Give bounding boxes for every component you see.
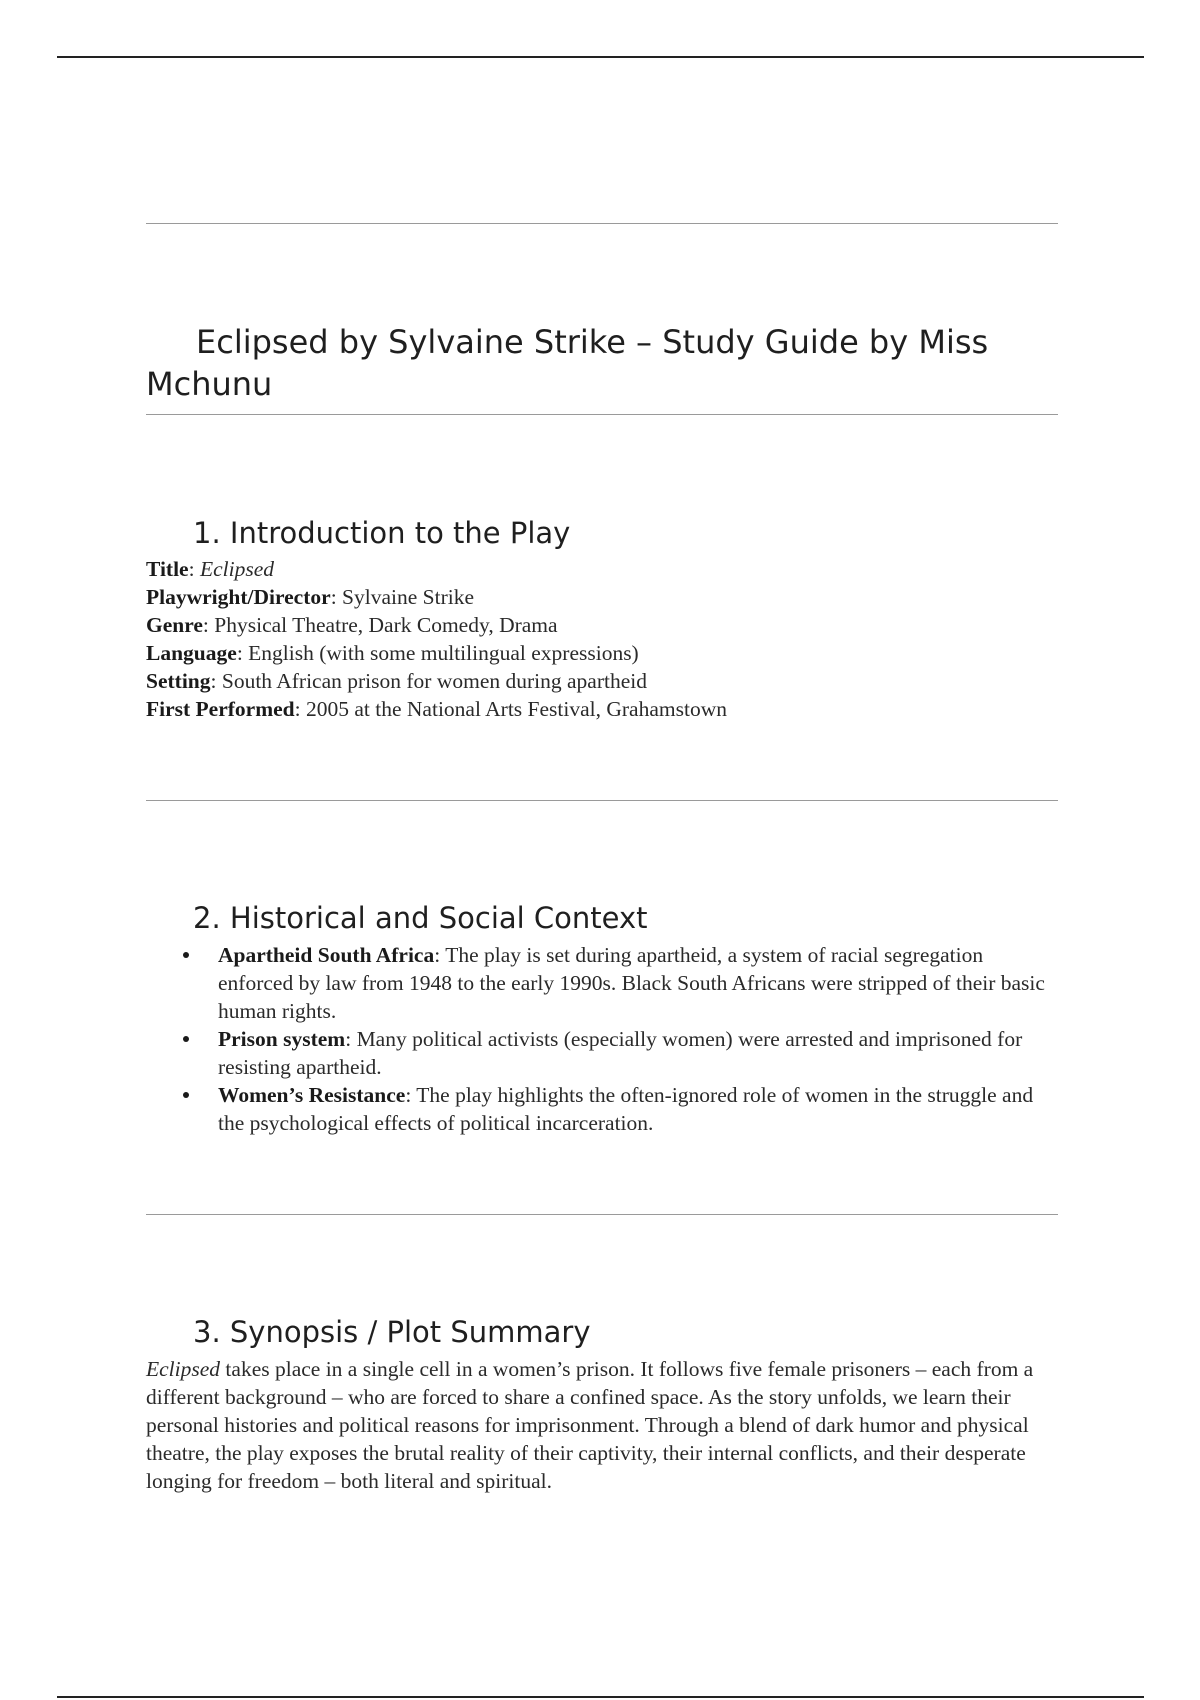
bullet-text: The play highlights the often-ignored role of women in the struggle and the psychological effects of political incarceration.: [218, 1083, 1034, 1135]
page-top-rule: [57, 56, 1144, 58]
detail-label: First Performed: [146, 697, 295, 721]
detail-label: Playwright/Director: [146, 585, 331, 609]
detail-value: Sylvaine Strike: [342, 585, 475, 609]
divider: [146, 223, 1058, 224]
divider: [146, 800, 1058, 801]
bullet-item-resistance: Women’s Resistance: The play highlights the often-ignored role of women in the struggle and the psychological effects of political incarceration.: [146, 1081, 1058, 1137]
detail-value: Eclipsed: [199, 557, 275, 581]
context-bullet-list: [146, 941, 1058, 1137]
detail-language: Language: English (with some multilingual expressions): [146, 641, 639, 665]
section-heading-synopsis: 3. Synopsis / Plot Summary: [193, 1315, 591, 1349]
detail-label: Setting: [146, 669, 211, 693]
bullet-item-prison: Prison system: Many political activists (especially women) were arrested and imprisoned for resisting apartheid.: [146, 1025, 1058, 1081]
detail-genre: Genre: Physical Theatre, Dark Comedy, Drama: [146, 613, 558, 637]
detail-playwright: Playwright/Director: Sylvaine Strike: [146, 585, 475, 609]
divider: [146, 1214, 1058, 1215]
bullet-icon: [183, 952, 189, 958]
detail-value: Physical Theatre, Dark Comedy, Drama: [214, 613, 558, 637]
bullet-term: Women’s Resistance: [218, 1083, 406, 1107]
detail-label: Genre: [146, 613, 203, 637]
detail-label: Language: [146, 641, 237, 665]
bullet-text: Many political activists (especially women) were arrested and imprisoned for resisting apartheid.: [218, 1027, 1023, 1079]
synopsis-text: takes place in a single cell in a women’s prison. It follows five female prisoners – each from a different background – who are forced to share a confined space. As the story unfolds, we learn their personal histories and political reasons for imprisonment. Through a blend of dark humor and physical theatre, the play exposes the brutal reality of their captivity, their internal conflicts, and their desperate longing for freedom – both literal and spiritual.: [146, 1357, 1034, 1493]
bullet-item-apartheid: Apartheid South Africa: The play is set during apartheid, a system of racial segregation enforced by law from 1948 to the early 1990s. Black South Africans were stripped of their basic human rights.: [146, 941, 1058, 1025]
detail-value: 2005 at the National Arts Festival, Grahamstown: [306, 697, 727, 721]
play-details-list: [146, 555, 1058, 723]
detail-first-performed: First Performed: 2005 at the National Arts Festival, Grahamstown: [146, 697, 727, 721]
document-title: Eclipsed by Sylvaine Strike – Study Guide by Miss Mchunu: [146, 323, 989, 403]
bullet-text: The play is set during apartheid, a system of racial segregation enforced by law from 1948 to the early 1990s. Black South Africans were stripped of their basic human rights.: [218, 943, 1045, 1023]
detail-value: South African prison for women during apartheid: [221, 669, 647, 693]
detail-setting: Setting: South African prison for women during apartheid: [146, 669, 647, 693]
bullet-term: Prison system: [218, 1027, 346, 1051]
page-bottom-rule: [57, 1696, 1144, 1698]
bullet-icon: [183, 1092, 189, 1098]
synopsis-paragraph: [146, 1355, 1058, 1495]
detail-value: English (with some multilingual expressions): [248, 641, 639, 665]
section-heading-context: 2. Historical and Social Context: [193, 901, 648, 935]
synopsis-play-title: Eclipsed: [146, 1357, 221, 1381]
detail-label: Title: [146, 557, 189, 581]
divider: [146, 414, 1058, 415]
bullet-icon: [183, 1036, 189, 1042]
section-heading-introduction: 1. Introduction to the Play: [193, 516, 571, 550]
detail-title: Title: Eclipsed: [146, 557, 275, 581]
bullet-term: Apartheid South Africa: [218, 943, 435, 967]
